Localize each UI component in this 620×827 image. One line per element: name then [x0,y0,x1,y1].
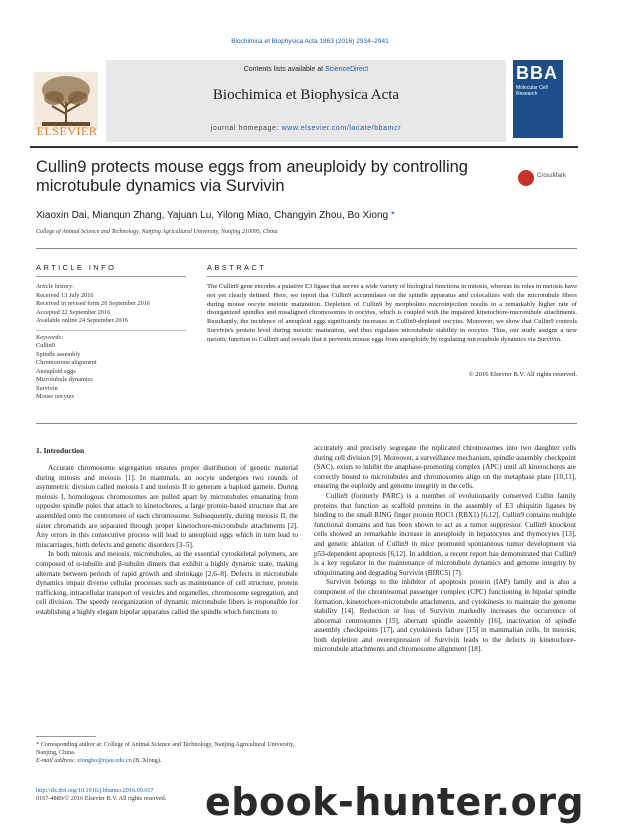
publisher-name: ELSEVIER [36,124,98,138]
body-paragraph: Survivin belongs to the inhibitor of apoptosis protein (IAP) family and is also a component of the chromosomal passenger complex (CPC) functioning in bipolar spindle formation, kinetochore-microtubule attachments, and cytokinesis to maintain the genome stability [14]. Reduction or loss of Survivin markedly increases the occurrence of abnormal centrosomes [15], aberrant spindle assembly [16], inactivation of spindle assembly checkpoints [17], and cytokinesis failure [15] in mammalian cells. In meiosis, both depletion and overexpression of Survivin leads to the defects in kinetochore-microtubule attachments and chromosome alignment [18]. [314,578,576,654]
author-list [36,210,556,221]
keyword-item: Cullin9 [36,342,55,349]
article-info-rule [36,276,186,277]
abstract-rule [207,276,577,277]
issn-line: 0167-4889/© 2016 Elsevier B.V. All rights reserved. [36,795,167,802]
watermark: ebook-hunter.org [205,780,585,824]
body-paragraph: accurately and precisely segregate the replicated chromosomes into two daughter cells during cell division [9]. Moreover, a surveillance mechanism, spindle assembly checkpoint (SAC), exists to inhibit the anaphase-promoting complex (APC) until all kinetochores are correctly bound to microtubules and chromosomes align on the metaphase plate [10,11], ensuring the euploidy and genome integrity in the cells. [314,444,576,491]
corresponding-author-mark[interactable]: * [390,210,395,221]
contents-line [106,66,506,73]
keyword-item: Mouse oocytes [36,393,74,400]
footnote-rule [36,736,96,737]
header-rule [30,146,578,148]
history-item: Received in revised form 20 September 2016 [36,300,151,307]
email-suffix: (B. Xiong). [131,757,162,764]
abstract-bottom-rule [36,423,577,424]
body-paragraph: Cullin9 (formerly PARC) is a member of evolutionarily conserved Cullin family proteins that function as scaffold proteins in the assembly of E3 ubiquitin ligases by binding to the small RING finger protein ROC1 (RBX1) [6,12]. Cullin9 contains multiple functional domains and has been shown to act as a tumor suppressor. Cullin9 knockout cells showed an remarkable increase in aneuploidy in hepatocytes and thymocytes [13], and genetic ablation of Cullin9 in mice promoted spontaneous tumor development via p53-dependent apoptosis [6,12]. In addition, a recent report has demonstrated that Cullin9 is a key regulator in the maintenance of microtubule dynamics and genome integrity by ubiquitinating and degrading Survivin (BIRC5) [7]. [314,491,576,577]
contents-prefix: Contents lists available at [243,66,326,73]
body-paragraph: Accurate chromosome segregation ensures proper distribution of genetic material during mitosis and meiosis [1]. In mammals, an oocyte undergoes two rounds of asymmetric division called meiosis I and meiosis II to generate a haploid gamete. During meiosis I, homologous chromosomes are pulled apart by microtubules emanating from opposite spindle poles that attach to kinetochores, a large protein-based structure that are assembled onto the centromere of each chromosome. Subsequently, during meiosis II, the sister chromatids are separated through proper kinetochore-microtubule attachments [2]. Any errors in this consecutive process will lead to aneuploid eggs which in turn lead to miscarriages, birth defects and genetic disorders [3–5]. [36,464,298,549]
affiliation: College of Animal Science and Technology, Nanjing Agricultural University, Nanjing 210095, China [36,229,278,235]
info-divider [36,330,186,331]
cover-title: BBA [516,63,558,83]
title-rule [36,248,577,249]
cover-subtitle: Molecular Cell Research [516,85,548,97]
footnote [36,741,298,765]
body-column-right [314,444,576,655]
journal-reference[interactable]: Biochimica et Biophysica Acta 1863 (2016) 2934–2941 [231,38,389,45]
journal-homepage [106,125,506,132]
email-line [36,757,298,765]
corresponding-note: * Corresponding author at: College of Animal Science and Technology, Nanjing Agricultural University, Nanjing, China. [36,741,295,756]
body-column-left [36,464,298,618]
email-link[interactable]: xiongbo@njau.edu.cn [77,757,132,764]
history-label: Article history: [36,283,75,290]
history-item: Received 13 July 2016 [36,291,94,299]
journal-title: Biochimica et Biophysica Acta [212,87,400,103]
authors-text: Xiaoxin Dai, Mianqun Zhang, Yajuan Lu, Yilong Miao, Changyin Zhou, Bo Xiong [36,210,389,221]
history-item: Accepted 22 September 2016 [36,308,111,316]
doi-link[interactable]: http://dx.doi.org/10.1016/j.bbamcr.2016.09.017 [36,787,154,794]
article-info [36,283,186,402]
article-title: Cullin9 protects mouse eggs from aneuploidy by controlling microtubule dynamics via Survivin [36,158,468,195]
keyword-item: Spindle assembly [36,350,81,358]
body-paragraph: In both mitosis and meiosis, microtubules, as the essential cytoskeletal polymers, are composed of α-tubulin and β-tubulin dimers that exhibit a highly dynamic state, making alternate between periods of rapid growth and shrinkage [2,6–8]. Defects in microtubule dynamics impair diverse cellular processes such as maintenance of cell structure, protein trafficking, intracellular transport of vesicles and organelles, chromosome segregation, and cell division. The speedy reorganization of dynamic microtubule fibers is responsible for establishing a highly elegant bipolar apparatus called the spindle which functions to [36,550,298,616]
section-heading-introduction: 1. Introduction [36,446,85,455]
keyword-item: Chromosome alignment [36,359,97,366]
abstract-heading: ABSTRACT [207,263,267,272]
crossmark-icon[interactable] [518,170,534,186]
history-item: Available online 24 September 2016 [36,317,128,324]
abstract-copyright: © 2016 Elsevier B.V. All rights reserved. [468,371,577,378]
abstract-text: The Cullin9 gene encodes a putative E3 ligase that serves a wide variety of biological functions in mitosis, whereas its roles in meiosis have not yet clearly defined. Here, we report that Cullin9 accumulates on the spindle apparatus and colocalizes with the microtubule fibers during mouse oocyte meiotic maturation. Depletion of Cullin9 by morpholino microinjection results in a remarkably higher rate of disorganized spindles and misaligned chromosomes in oocytes, which is coupled with the impaired kinetochore-microtubule attachments. Resultantly, the incidence of aneuploid eggs significantly increases in Cullin9-depleted oocytes. Moreover, we show that Cullin9 controls Survivin's protein level during meiotic maturation, and thus regulates microtubule stability in oocytes. Thus, our study assigns a new meiotic function to Cullin9 and reveals that it prevents mouse eggs from aneuploidy by regulating microtubule dynamics via Survivin. [207,283,577,343]
email-prefix: E-mail address: [36,757,78,764]
keyword-item: Microtubule dynamics [36,376,93,383]
homepage-prefix: journal homepage: [210,125,282,132]
crossmark-label[interactable]: CrossMark [537,173,567,179]
homepage-link[interactable]: www.elsevier.com/locate/bbamcr [281,125,402,132]
sciencedirect-link[interactable]: ScienceDirect [325,66,369,73]
keywords-label: Keywords: [36,333,64,341]
keyword-item: Survivin [36,384,58,392]
article-info-heading: ARTICLE INFO [36,263,117,272]
keyword-item: Aneuploid eggs [36,367,76,375]
